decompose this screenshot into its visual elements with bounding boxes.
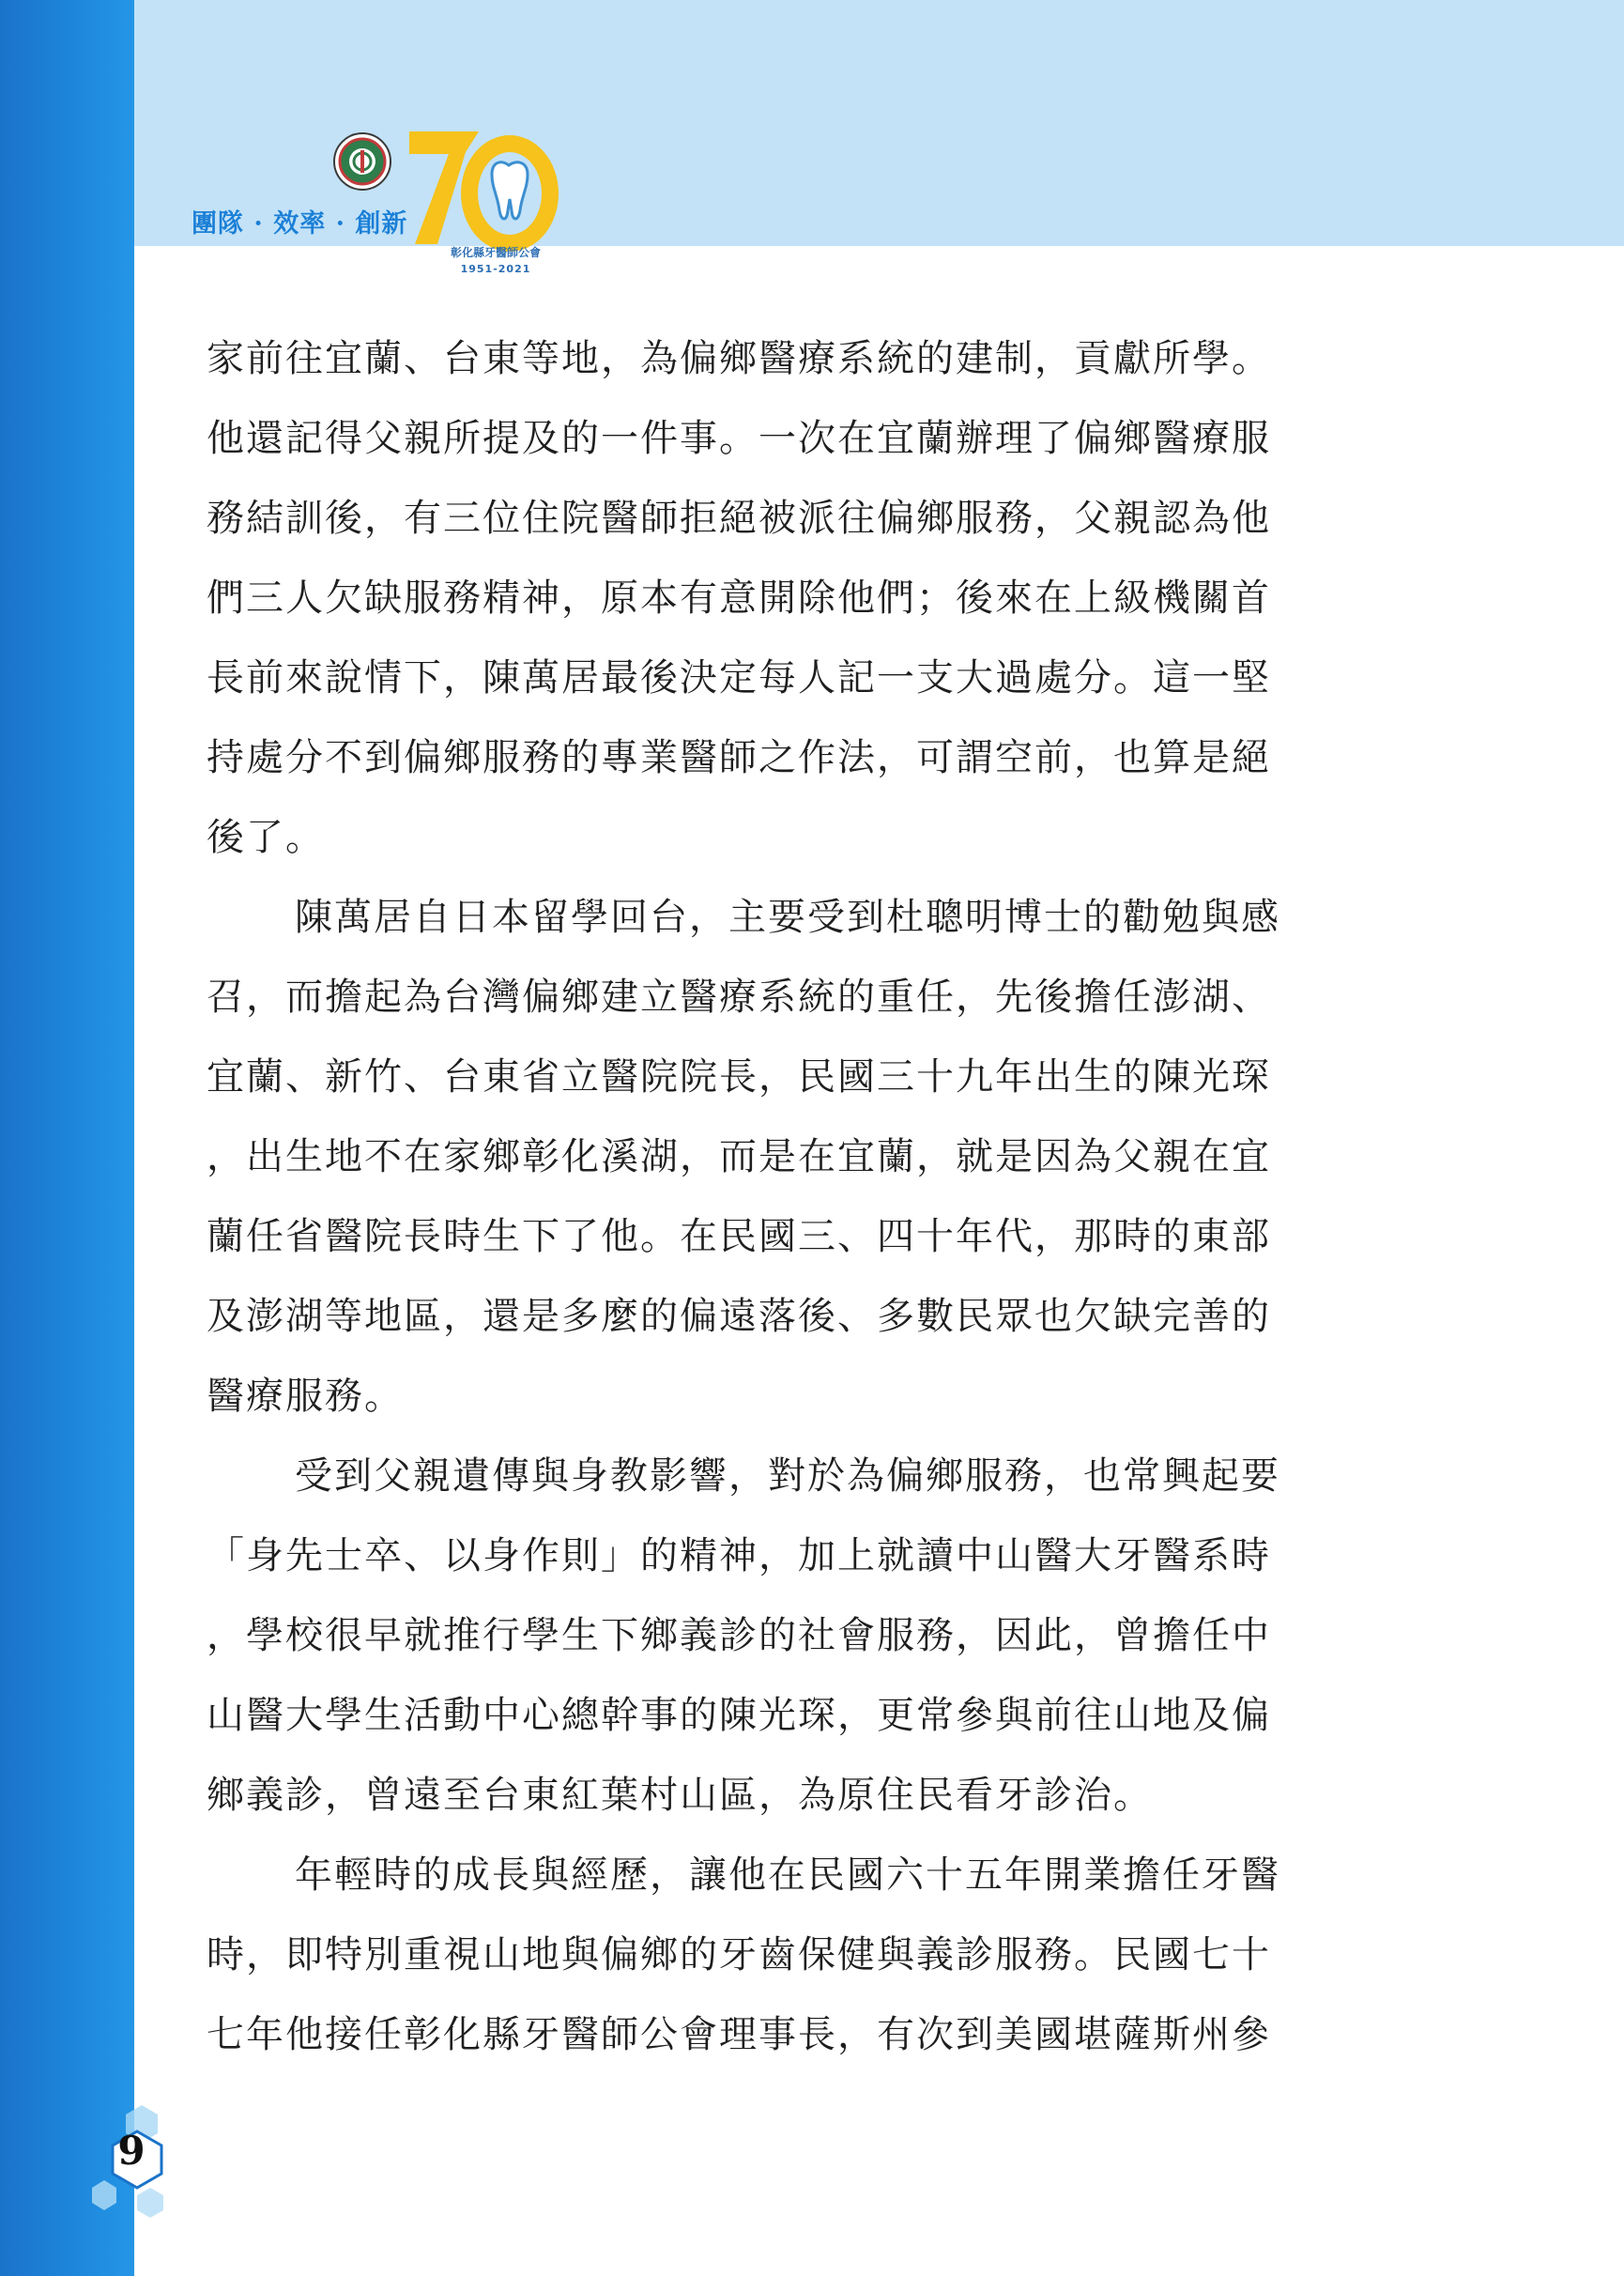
text-line: 年輕時的成長與經歷，讓他在民國六十五年開業擔任牙醫 (295, 1853, 1280, 1897)
text-line: 「身先士卒、以身作則」的精神，加上就讀中山醫大牙醫系時 (207, 1534, 1271, 1577)
text-line: ，出生地不在家鄉彰化溪湖，而是在宜蘭，就是因為父親在宜 (207, 1135, 1271, 1178)
text-line: 長前來說情下，陳萬居最後決定每人記一支大過處分。這一堅 (207, 656, 1271, 700)
text-line: ，學校很早就推行學生下鄉義診的社會服務，因此，曾擔任中 (207, 1614, 1271, 1657)
anniversary-years: 1951-2021 (460, 263, 531, 275)
text-line: 他還記得父親所提及的一件事。一次在宜蘭辦理了偏鄉醫療服 (207, 417, 1271, 460)
text-line: 醫療服務。 (207, 1375, 404, 1418)
header-slogan: 團隊 · 效率 · 創新 (192, 209, 408, 238)
text-line: 七年他接任彰化縣牙醫師公會理事長，有次到美國堪薩斯州參 (207, 2013, 1271, 2056)
text-line: 鄉義診，曾遠至台東紅葉村山區，為原住民看牙診治。 (207, 1774, 1153, 1817)
text-line: 受到父親遺傳與身教影響，對於為偏鄉服務，也常興起要 (295, 1454, 1280, 1498)
text-line: 務結訓後，有三位住院醫師拒絕被派往偏鄉服務，父親認為他 (207, 497, 1271, 540)
anniversary-organization: 彰化縣牙醫師公會 (450, 246, 541, 259)
association-emblem-icon (332, 131, 392, 192)
text-line: 蘭任省醫院長時生下了他。在民國三、四十年代，那時的東部 (207, 1215, 1271, 1258)
page-number: 9 (117, 2128, 146, 2174)
text-line: 宜蘭、新竹、台東省立醫院院長，民國三十九年出生的陳光琛 (207, 1055, 1271, 1099)
text-line: 們三人欠缺服務精神，原本有意開除他們；後來在上級機關首 (207, 577, 1271, 620)
text-line: 陳萬居自日本留學回台，主要受到杜聰明博士的勸勉與感 (295, 896, 1280, 939)
text-line: 後了。 (207, 816, 325, 859)
article-body (207, 319, 1417, 2075)
text-line: 時，即特別重視山地與偏鄉的牙齒保健與義診服務。民國七十 (207, 1933, 1271, 1976)
text-line: 家前往宜蘭、台東等地，為偏鄉醫療系統的建制，貢獻所學。 (207, 337, 1271, 380)
text-line: 持處分不到偏鄉服務的專業醫師之作法，可謂空前，也算是絕 (207, 736, 1271, 779)
text-line: 山醫大學生活動中心總幹事的陳光琛，更常參與前往山地及偏 (207, 1694, 1271, 1737)
left-sidebar (0, 0, 134, 2276)
text-line: 及澎湖等地區，還是多麼的偏遠落後、多數民眾也欠缺完善的 (207, 1295, 1271, 1338)
text-line: 召，而擔起為台灣偏鄉建立醫療系統的重任，先後擔任澎湖、 (207, 976, 1271, 1019)
